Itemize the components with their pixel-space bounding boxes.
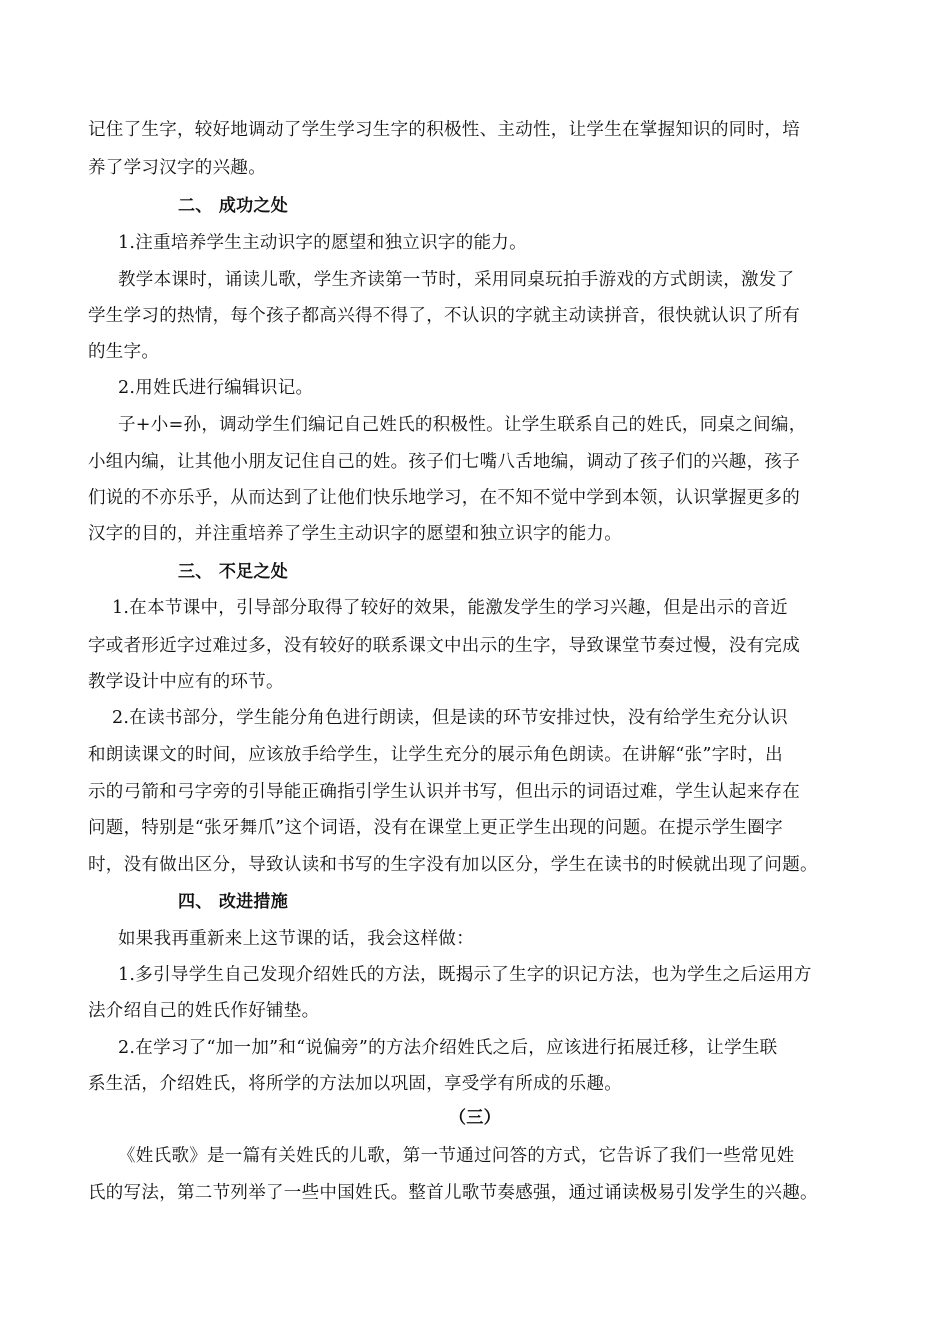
paragraph-line: 汉字的目的，并注重培养了学生主动识字的愿望和独立识字的能力。 <box>88 524 622 544</box>
paragraph-line: 2.在读书部分，学生能分角色进行朗读，但是读的环节安排过快，没有给学生充分认识 <box>112 708 788 728</box>
section-heading-improvements: 四、 改进措施 <box>178 892 289 912</box>
paragraph-line: 氏的写法，第二节列举了一些中国姓氏。整首儿歌节奏感强，通过诵读极易引发学生的兴趣。 <box>88 1183 818 1203</box>
paragraph-line: 1.注重培养学生主动识字的愿望和独立识字的能力。 <box>118 233 527 253</box>
section-heading-part-three: （三） <box>449 1108 501 1128</box>
paragraph-line: 《姓氏歌》是一篇有关姓氏的儿歌，第一节通过问答的方式，它告诉了我们一些常见姓 <box>118 1146 795 1166</box>
paragraph-line: 字或者形近字过难过多，没有较好的联系课文中出示的生字，导致课堂节奏过慢，没有完成 <box>88 636 800 656</box>
paragraph-line: 示的弓箭和弓字旁的引导能正确指引学生认识并书写，但出示的词语过难，学生认起来存在 <box>88 782 800 802</box>
paragraph-line: 1.多引导学生自己发现介绍姓氏的方法，既揭示了生字的识记方法，也为学生之后运用方 <box>118 965 812 985</box>
paragraph-line: 如果我再重新来上这节课的话，我会这样做： <box>118 929 474 949</box>
paragraph-line: 们说的不亦乐乎，从而达到了让他们快乐地学习，在不知不觉中学到本领，认识掌握更多的 <box>88 488 800 508</box>
paragraph-line: 和朗读课文的时间，应该放手给学生，让学生充分的展示角色朗读。在讲解“张”字时，出 <box>88 745 783 765</box>
paragraph-line: 小组内编，让其他小朋友记住自己的姓。孩子们七嘴八舌地编，调动了孩子们的兴趣，孩子 <box>88 452 800 472</box>
paragraph-line: 教学设计中应有的环节。 <box>88 672 284 692</box>
section-heading-success: 二、 成功之处 <box>178 196 289 216</box>
section-heading-shortcomings: 三、 不足之处 <box>178 562 289 582</box>
paragraph-line: 1.在本节课中，引导部分取得了较好的效果，能激发学生的学习兴趣，但是出示的音近 <box>112 598 788 618</box>
paragraph-line: 记住了生字，较好地调动了学生学习生字的积极性、主动性，让学生在掌握知识的同时，培 <box>88 120 800 140</box>
paragraph-line: 时，没有做出区分，导致认读和书写的生字没有加以区分，学生在读书的时候就出现了问题。 <box>88 855 818 875</box>
paragraph-line: 学生学习的热情，每个孩子都高兴得不得了，不认识的字就主动读拼音，很快就认识了所有 <box>88 306 800 326</box>
paragraph-line: 系生活，介绍姓氏，将所学的方法加以巩固，享受学有所成的乐趣。 <box>88 1074 622 1094</box>
paragraph-line: 2.用姓氏进行编辑识记。 <box>118 378 314 398</box>
paragraph-line: 问题，特别是“张牙舞爪”这个词语，没有在课堂上更正学生出现的问题。在提示学生圈字 <box>88 818 783 838</box>
paragraph-line: 的生字。 <box>88 342 160 362</box>
paragraph-line: 法介绍自己的姓氏作好铺垫。 <box>88 1001 320 1021</box>
paragraph-line: 教学本课时，诵读儿歌，学生齐读第一节时，采用同桌玩拍手游戏的方式朗读，激发了 <box>118 270 795 290</box>
paragraph-line: 子+小=孙，调动学生们编记自己姓氏的积极性。让学生联系自己的姓氏，同桌之间编， <box>118 415 807 435</box>
paragraph-line: 2.在学习了“加一加”和“说偏旁”的方法介绍姓氏之后，应该进行拓展迁移，让学生联 <box>118 1038 778 1058</box>
paragraph-line: 养了学习汉字的兴趣。 <box>88 158 266 178</box>
